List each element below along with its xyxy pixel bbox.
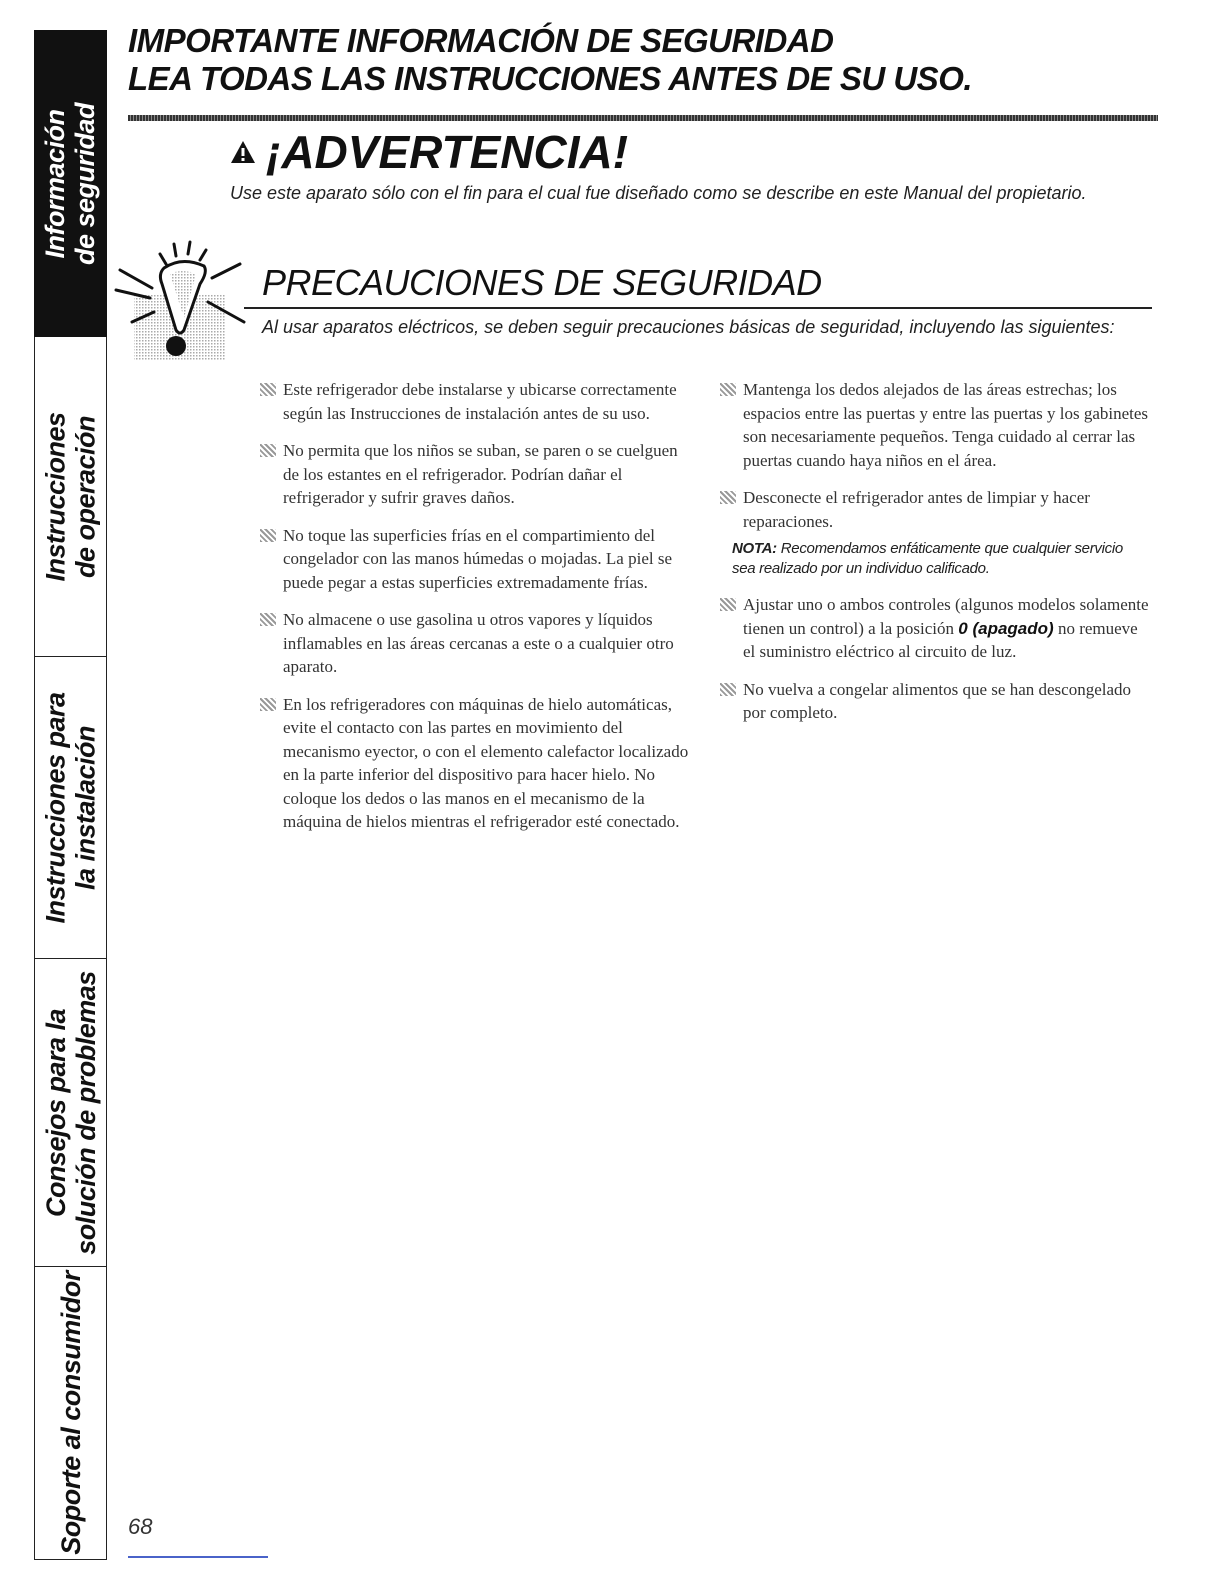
list-item bbox=[718, 378, 1150, 472]
bullet-icon bbox=[260, 444, 276, 457]
header-title-line2: LEA TODAS LAS INSTRUCCIONES ANTES DE SU USO. bbox=[128, 60, 973, 97]
warning-section bbox=[230, 125, 1130, 205]
tab-label: Instrucciones bbox=[40, 411, 71, 582]
bullet-icon bbox=[720, 598, 736, 611]
nota-label: NOTA: bbox=[732, 540, 777, 557]
item-text: En los refrigeradores con máquinas de hielo automáticas, evite el contacto con las partes en movimiento del mecanismo eyector, o con el elemento calefactor localizado en la parte inferior del dispositivo para hacer hielo. No coloque los dedos o las manos en el mecanismo de la máquina de hielos mientras el refrigerador esté conectado. bbox=[283, 694, 689, 831]
list-item bbox=[258, 524, 690, 595]
off-position-label: 0 (apagado) bbox=[958, 618, 1054, 638]
precautions-divider bbox=[244, 307, 1152, 309]
tab-label: Consejos para la bbox=[40, 1008, 71, 1217]
tab-label: la instalación bbox=[70, 725, 101, 890]
tab-label: Soporte al consumidor bbox=[55, 1271, 86, 1555]
precautions-title: PRECAUCIONES DE SEGURIDAD bbox=[262, 262, 822, 303]
bullet-icon bbox=[260, 613, 276, 626]
page-header bbox=[128, 22, 1158, 98]
item-text: Ajustar uno o ambos controles (algunos modelos solamente tienen un control) a la posición bbox=[743, 595, 1149, 638]
header-divider bbox=[128, 115, 1158, 121]
item-text: no remueve el suministro eléctrico al circuito de luz. bbox=[743, 618, 1138, 661]
sidebar-tabs bbox=[34, 30, 107, 1560]
tab-informacion-seguridad[interactable] bbox=[34, 30, 107, 338]
tab-label: solución de problemas bbox=[70, 970, 101, 1255]
bullet-icon bbox=[720, 491, 736, 504]
page-number: 68 bbox=[128, 1514, 153, 1539]
header-title-line1: IMPORTANTE INFORMACIÓN DE SEGURIDAD bbox=[128, 22, 834, 59]
item-text: No vuelva a congelar alimentos que se han descongelado por completo. bbox=[743, 679, 1132, 722]
item-text: No permita que los niños se suban, se paren o se cuelguen de los estantes en el refrigerador. Podrían dañar el refrigerador y sufrir graves daños. bbox=[283, 441, 678, 507]
exclamation-alert-icon bbox=[112, 238, 260, 362]
item-text: Desconecte el refrigerador antes de limpiar y hacer reparaciones. bbox=[743, 488, 1090, 531]
tab-soporte-consumidor[interactable] bbox=[34, 1267, 107, 1560]
tab-consejos-problemas[interactable] bbox=[34, 959, 107, 1267]
tab-label: de seguridad bbox=[70, 102, 101, 266]
bottom-divider bbox=[128, 1556, 268, 1558]
tab-label: de operación bbox=[70, 415, 101, 578]
bullet-icon bbox=[720, 683, 736, 696]
bullet-icon bbox=[260, 698, 276, 711]
item-text: No toque las superficies frías en el compartimiento del congelador con las manos húmedas o mojadas. La piel se puede pegar a estas superficies extremadamente frías. bbox=[283, 525, 672, 592]
bullet-icon bbox=[260, 383, 276, 396]
list-item bbox=[258, 378, 690, 425]
nota-note bbox=[732, 539, 1150, 579]
list-item bbox=[258, 439, 690, 510]
item-text: No almacene o use gasolina u otros vapores y líquidos inflamables en las áreas cercanas a este o a cualquier otro aparato. bbox=[283, 610, 674, 676]
list-item bbox=[258, 608, 690, 679]
list-item bbox=[718, 486, 1150, 533]
precautions-intro: Al usar aparatos eléctricos, se deben seguir precauciones básicas de seguridad, incluyendo las siguientes: bbox=[262, 317, 1115, 337]
bullet-icon bbox=[260, 529, 276, 542]
list-item bbox=[718, 678, 1150, 725]
tab-instrucciones-operacion[interactable] bbox=[34, 337, 107, 657]
warning-text: Use este aparato sólo con el fin para el cual fue diseñado como se describe en este Manual del propietario. bbox=[230, 183, 1087, 203]
precautions-right-column bbox=[718, 378, 1150, 739]
bullet-icon bbox=[720, 383, 736, 396]
item-text: Este refrigerador debe instalarse y ubicarse correctamente según las Instrucciones de instalación antes de su uso. bbox=[283, 380, 677, 423]
tab-label: Instrucciones para bbox=[40, 691, 71, 924]
item-text: Mantenga los dedos alejados de las áreas estrechas; los espacios entre las puertas y entre las puertas y los gabinetes son necesariamente pequeños. Tenga cuidado al cerrar las puertas cuando haya niños en el área. bbox=[743, 380, 1149, 470]
tab-label: Información bbox=[40, 109, 71, 259]
list-item bbox=[718, 593, 1150, 664]
warning-title: ¡ADVERTENCIA! bbox=[266, 126, 629, 178]
precautions-left-column bbox=[258, 378, 690, 848]
tab-instrucciones-instalacion[interactable] bbox=[34, 657, 107, 959]
list-item bbox=[258, 693, 690, 834]
warning-triangle-icon bbox=[230, 140, 256, 164]
nota-text: Recomendamos enfáticamente que cualquier servicio sea realizado por un individuo calificado. bbox=[732, 540, 1123, 577]
